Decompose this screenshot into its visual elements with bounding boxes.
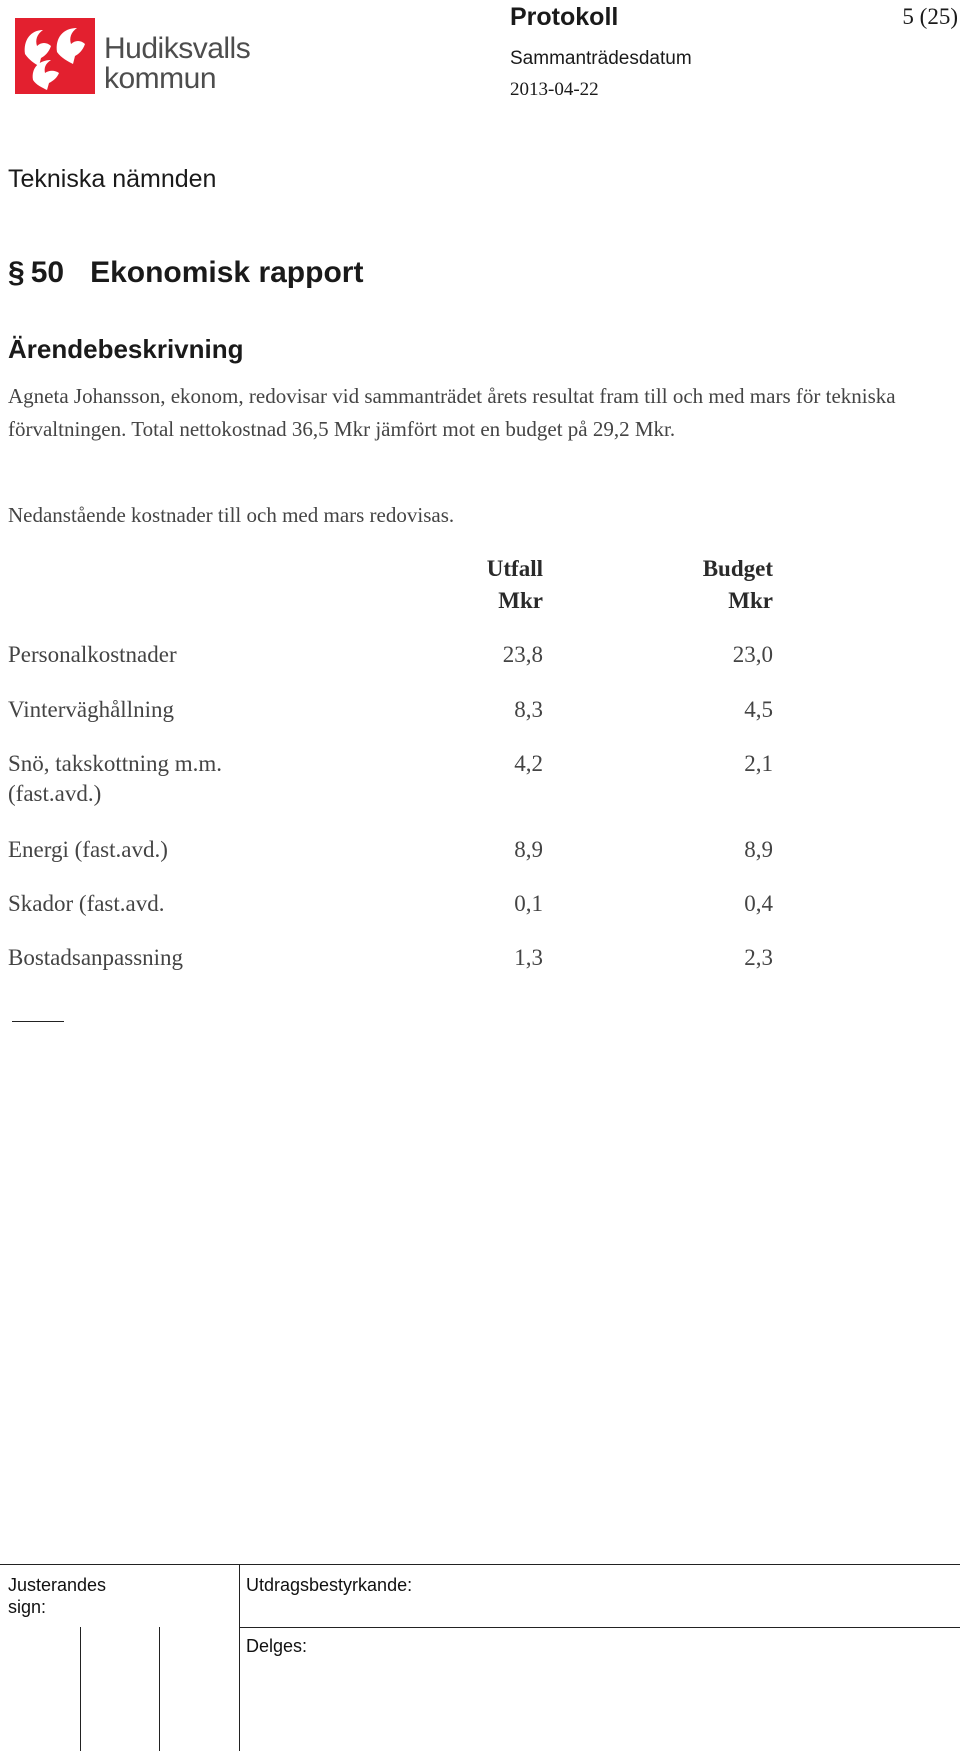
goat-emblem-icon xyxy=(15,18,95,94)
paragraph-summary: Agneta Johansson, ekonom, redovisar vid sammanträdet årets resultat fram till och med mars för tekniska förvaltningen. Total nettokostnad 36,5 Mkr jämfört mot en budget på 29,2 Mkr. xyxy=(8,384,896,441)
table-cell-utfall: 0,1 xyxy=(514,891,543,916)
table-cell-utfall: 4,2 xyxy=(514,751,543,776)
column-header-utfall: Utfall xyxy=(486,556,543,581)
table-row-label: Vinterväghållning xyxy=(8,697,174,722)
table-cell-budget: 23,0 xyxy=(732,642,773,667)
table-row-label: Energi (fast.avd.) xyxy=(8,837,168,862)
column-header-utfall-unit: Mkr xyxy=(498,588,543,613)
footer-divider xyxy=(239,1565,240,1751)
table-cell-utfall: 23,8 xyxy=(502,642,543,667)
signature-footer xyxy=(0,1564,960,1751)
municipality-logo xyxy=(15,18,95,94)
distribution-label: Delges: xyxy=(246,1636,308,1656)
table-cell-budget: 8,9 xyxy=(744,837,773,862)
column-header-budget: Budget xyxy=(702,556,773,581)
board-name: Tekniska nämnden xyxy=(8,165,217,193)
section-end-rule xyxy=(12,1021,64,1022)
meeting-date-value: 2013-04-22 xyxy=(510,79,599,100)
table-cell-utfall: 8,9 xyxy=(514,837,543,862)
table-cell-utfall: 8,3 xyxy=(514,697,543,722)
table-cell-budget: 0,4 xyxy=(744,891,773,916)
extract-certification-label: Utdragsbestyrkande: xyxy=(246,1575,413,1595)
table-row-label: Snö, takskottning m.m. (fast.avd.) xyxy=(8,751,223,806)
section-title: Ekonomisk rapport xyxy=(90,256,364,289)
table-row-label: Bostadsanpassning xyxy=(8,945,184,970)
section-heading xyxy=(8,255,363,291)
org-name-line1: Hudiksvalls xyxy=(104,32,251,65)
section-number: 50 xyxy=(30,256,65,289)
paragraph-intro-table: Nedanstående kostnader till och med mars redovisas. xyxy=(8,503,455,527)
table-cell-budget: 2,3 xyxy=(744,945,773,970)
page-number: 5 (25) xyxy=(902,4,958,29)
table-row-label: Skador (fast.avd. xyxy=(8,891,165,916)
signature-box-divider xyxy=(159,1627,160,1751)
footer-divider xyxy=(239,1627,960,1628)
table-cell-budget: 4,5 xyxy=(744,697,773,722)
table-cell-utfall: 1,3 xyxy=(514,945,543,970)
signature-label: Justerandes sign: xyxy=(8,1575,107,1617)
org-name-line2: kommun xyxy=(104,62,217,95)
case-description-heading: Ärendebeskrivning xyxy=(8,334,244,364)
meeting-date-label: Sammanträdesdatum xyxy=(510,48,692,69)
signature-box-divider xyxy=(80,1627,81,1751)
table-cell-budget: 2,1 xyxy=(744,751,773,776)
table-row-label: Personalkostnader xyxy=(8,642,177,667)
document-type: Protokoll xyxy=(510,3,619,31)
section-symbol: § xyxy=(8,256,25,289)
column-header-budget-unit: Mkr xyxy=(728,588,773,613)
